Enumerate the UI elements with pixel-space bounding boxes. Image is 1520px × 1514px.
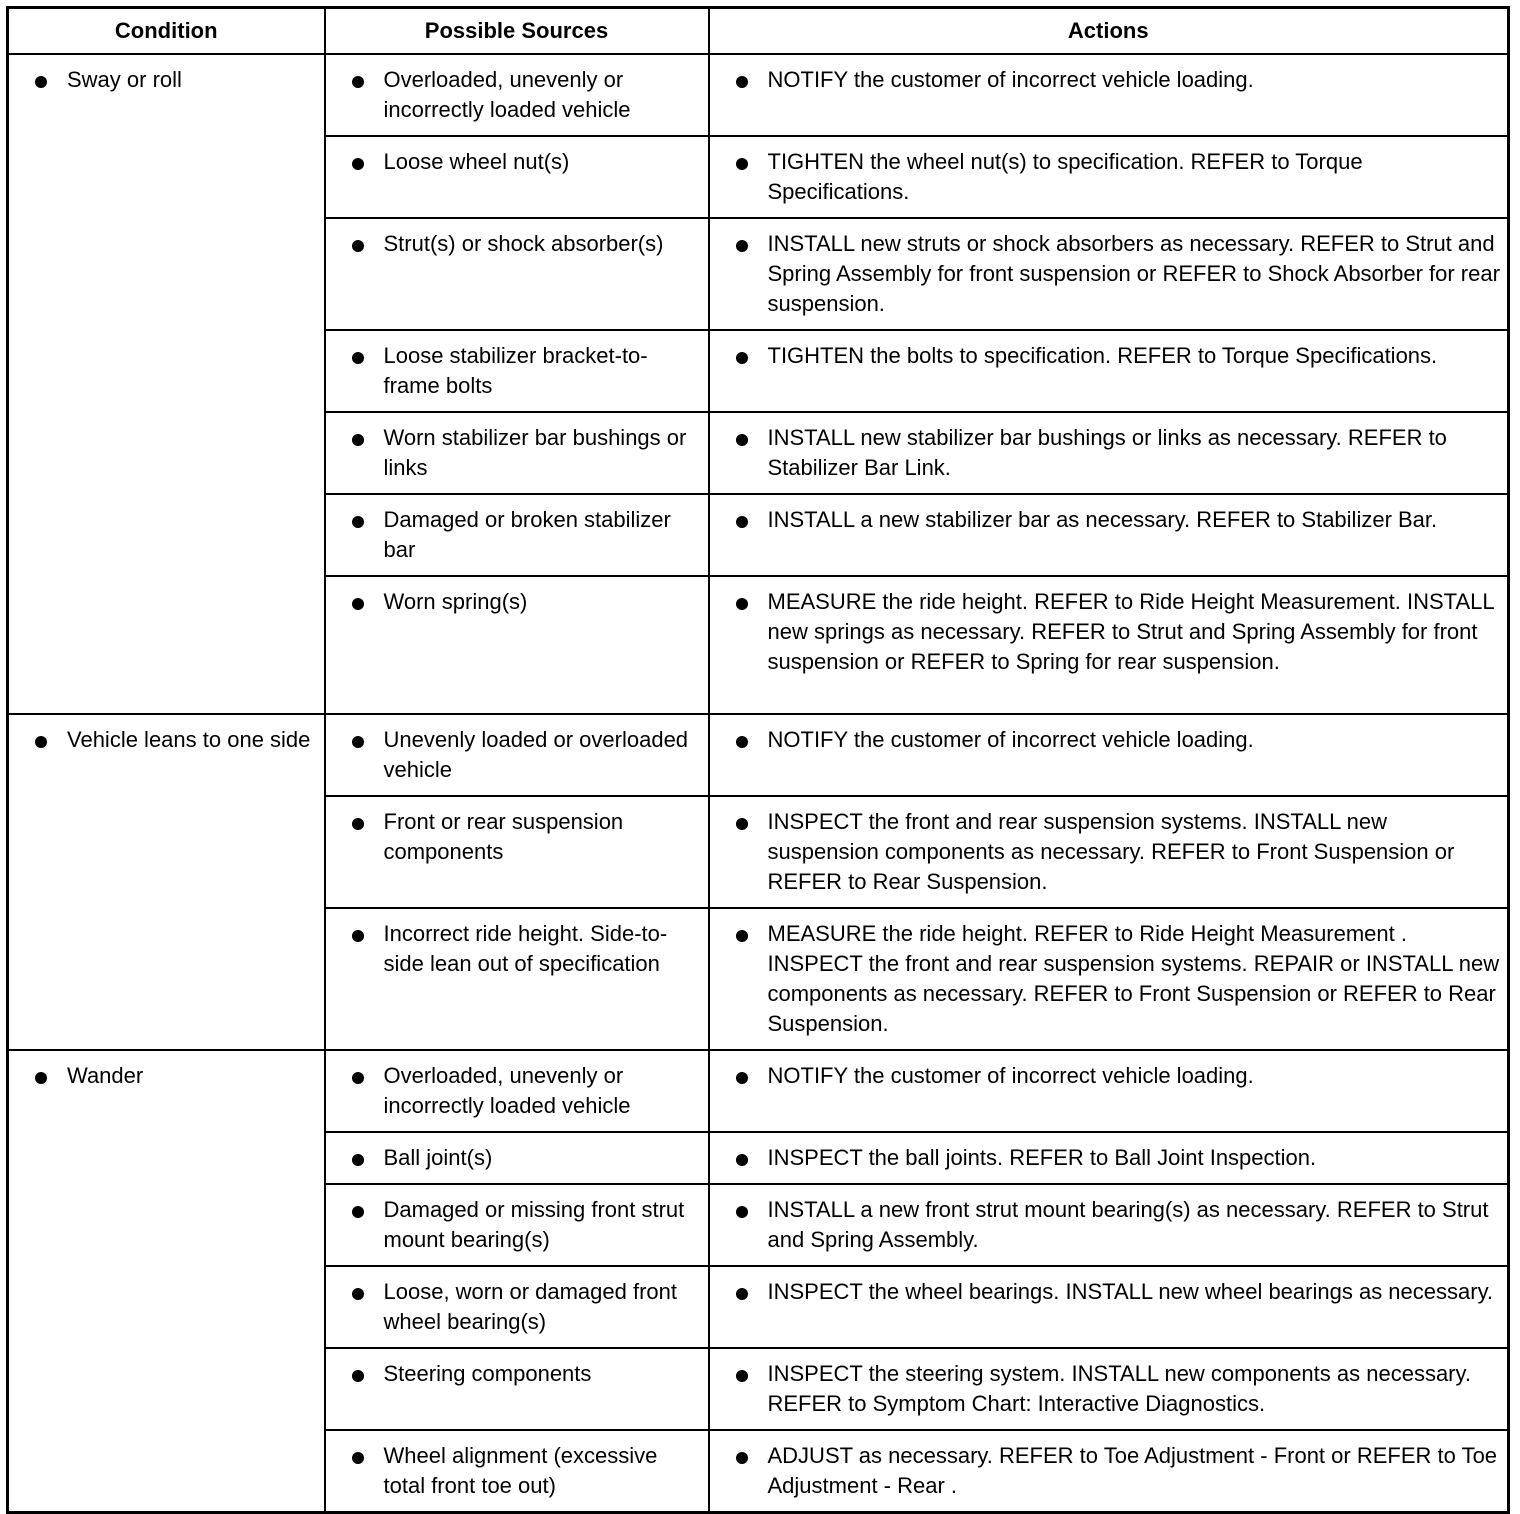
condition-text: Vehicle leans to one side <box>67 727 311 752</box>
condition-cell <box>8 714 325 1050</box>
condition-cell <box>8 54 325 714</box>
action-text: NOTIFY the customer of incorrect vehicle loading. <box>767 1063 1254 1088</box>
source-text: Loose wheel nut(s) <box>383 149 570 174</box>
diagnosis-table <box>6 6 1510 1514</box>
source-cell <box>325 136 709 218</box>
bullet-icon <box>736 352 748 364</box>
action-bullet-item <box>710 1431 1508 1511</box>
source-bullet-item <box>326 797 708 877</box>
bullet-icon <box>352 76 364 88</box>
source-text: Worn spring(s) <box>383 589 528 614</box>
source-cell <box>325 1266 709 1348</box>
bullet-icon <box>352 1206 364 1218</box>
source-cell <box>325 1050 709 1132</box>
source-text: Damaged or broken stabilizer bar <box>383 507 671 562</box>
bullet-icon <box>352 1072 364 1084</box>
bullet-icon <box>736 158 748 170</box>
bullet-icon <box>352 598 364 610</box>
source-text: Loose, worn or damaged front wheel bearing(s) <box>383 1279 678 1334</box>
bullet-icon <box>352 352 364 364</box>
source-text: Ball joint(s) <box>383 1145 493 1170</box>
source-text: Worn stabilizer bar bushings or links <box>383 425 687 480</box>
action-cell <box>709 1266 1509 1348</box>
action-text: INSTALL a new stabilizer bar as necessary. REFER to Stabilizer Bar. <box>767 507 1438 532</box>
bullet-icon <box>352 930 364 942</box>
action-text: INSPECT the wheel bearings. INSTALL new wheel bearings as necessary. <box>767 1279 1494 1304</box>
condition-bullet-item <box>9 55 324 105</box>
source-bullet-item <box>326 219 708 269</box>
bullet-icon <box>736 930 748 942</box>
action-text: INSTALL a new front strut mount bearing(s) as necessary. REFER to Strut and Spring Assembly. <box>767 1197 1489 1252</box>
table-body <box>8 54 1509 1513</box>
bullet-icon <box>736 76 748 88</box>
source-cell <box>325 796 709 908</box>
action-bullet-item <box>710 55 1508 105</box>
action-text: TIGHTEN the bolts to specification. REFER to Torque Specifications. <box>767 343 1438 368</box>
bullet-icon <box>352 434 364 446</box>
action-text: INSPECT the front and rear suspension systems. INSTALL new suspension components as necessary. REFER to Front Suspension or REFER to Rear Suspension. <box>767 809 1455 894</box>
action-bullet-item <box>710 137 1508 217</box>
bullet-icon <box>736 434 748 446</box>
source-bullet-item <box>326 137 708 187</box>
action-cell <box>709 1184 1509 1266</box>
action-cell <box>709 54 1509 136</box>
bullet-icon <box>35 76 47 88</box>
action-bullet-item <box>710 577 1508 687</box>
source-text: Loose stabilizer bracket-to-frame bolts <box>383 343 648 398</box>
header-row <box>8 8 1509 55</box>
source-text: Unevenly loaded or overloaded vehicle <box>383 727 689 782</box>
bullet-icon <box>352 1370 364 1382</box>
source-bullet-item <box>326 715 708 795</box>
action-text: ADJUST as necessary. REFER to Toe Adjustment - Front or REFER to Toe Adjustment - Rear . <box>767 1443 1498 1498</box>
bullet-icon <box>35 1072 47 1084</box>
bullet-icon <box>352 736 364 748</box>
source-bullet-item <box>326 495 708 575</box>
source-text: Strut(s) or shock absorber(s) <box>383 231 664 256</box>
source-bullet-item <box>326 1431 708 1511</box>
bullet-icon <box>736 1288 748 1300</box>
action-cell <box>709 714 1509 796</box>
bullet-icon <box>736 1206 748 1218</box>
action-text: INSPECT the steering system. INSTALL new components as necessary. REFER to Symptom Chart: Interactive Diagnostics. <box>767 1361 1471 1416</box>
source-bullet-item <box>326 1185 708 1265</box>
action-text: INSTALL new stabilizer bar bushings or links as necessary. REFER to Stabilizer Bar Link. <box>767 425 1447 480</box>
source-text: Front or rear suspension components <box>383 809 624 864</box>
source-text: Damaged or missing front strut mount bearing(s) <box>383 1197 685 1252</box>
bullet-icon <box>35 736 47 748</box>
action-bullet-item <box>710 219 1508 329</box>
action-bullet-item <box>710 1349 1508 1429</box>
source-cell <box>325 576 709 714</box>
bullet-icon <box>736 736 748 748</box>
source-cell <box>325 1430 709 1513</box>
bullet-icon <box>736 818 748 830</box>
source-text: Overloaded, unevenly or incorrectly loaded vehicle <box>383 67 631 122</box>
bullet-icon <box>352 516 364 528</box>
bullet-icon <box>352 240 364 252</box>
source-text: Wheel alignment (excessive total front toe out) <box>383 1443 658 1498</box>
action-cell <box>709 576 1509 714</box>
header-condition: Condition <box>8 8 325 55</box>
source-bullet-item <box>326 577 708 627</box>
bullet-icon <box>352 158 364 170</box>
action-cell <box>709 494 1509 576</box>
action-bullet-item <box>710 715 1508 765</box>
action-text: INSTALL new struts or shock absorbers as necessary. REFER to Strut and Spring Assembly for front suspension or REFER to Shock Absorber for rear suspension. <box>767 231 1500 316</box>
source-bullet-item <box>326 55 708 135</box>
action-text: TIGHTEN the wheel nut(s) to specification. REFER to Torque Specifications. <box>767 149 1363 204</box>
bullet-icon <box>736 516 748 528</box>
bullet-icon <box>736 240 748 252</box>
condition-cell <box>8 1050 325 1513</box>
action-bullet-item <box>710 1051 1508 1101</box>
source-cell <box>325 218 709 330</box>
source-cell <box>325 494 709 576</box>
action-cell <box>709 218 1509 330</box>
condition-bullet-item <box>9 715 324 765</box>
table-row <box>8 1050 1509 1132</box>
source-cell <box>325 1132 709 1184</box>
source-cell <box>325 330 709 412</box>
action-cell <box>709 1348 1509 1430</box>
action-bullet-item <box>710 909 1508 1049</box>
table-row <box>8 54 1509 136</box>
action-text: INSPECT the ball joints. REFER to Ball Joint Inspection. <box>767 1145 1317 1170</box>
source-cell <box>325 54 709 136</box>
source-text: Steering components <box>383 1361 592 1386</box>
bullet-icon <box>736 1154 748 1166</box>
source-cell <box>325 412 709 494</box>
bullet-icon <box>736 598 748 610</box>
action-text: MEASURE the ride height. REFER to Ride Height Measurement . INSPECT the front and rear suspension systems. REPAIR or INSTALL new components as necessary. REFER to Front Suspension or REFER to Rear Suspension. <box>767 921 1500 1036</box>
header-possible-sources: Possible Sources <box>325 8 709 55</box>
source-cell <box>325 714 709 796</box>
action-text: MEASURE the ride height. REFER to Ride Height Measurement. INSTALL new springs as necessary. REFER to Strut and Spring Assembly for front suspension or REFER to Spring for rear suspension. <box>767 589 1494 674</box>
table-row <box>8 714 1509 796</box>
action-bullet-item <box>710 797 1508 907</box>
source-bullet-item <box>326 1267 708 1347</box>
action-cell <box>709 1132 1509 1184</box>
action-bullet-item <box>710 413 1508 493</box>
bullet-icon <box>352 818 364 830</box>
condition-text: Wander <box>67 1063 144 1088</box>
action-bullet-item <box>710 495 1508 545</box>
source-cell <box>325 908 709 1050</box>
condition-bullet-item <box>9 1051 324 1101</box>
bullet-icon <box>352 1154 364 1166</box>
source-text: Incorrect ride height. Side-to-side lean out of specification <box>383 921 668 976</box>
source-bullet-item <box>326 413 708 493</box>
action-cell <box>709 330 1509 412</box>
action-cell <box>709 1430 1509 1513</box>
bullet-icon <box>352 1452 364 1464</box>
source-bullet-item <box>326 1133 708 1183</box>
source-bullet-item <box>326 1349 708 1399</box>
source-cell <box>325 1184 709 1266</box>
bullet-icon <box>352 1288 364 1300</box>
action-bullet-item <box>710 1267 1508 1317</box>
action-bullet-item <box>710 1185 1508 1265</box>
source-text: Overloaded, unevenly or incorrectly loaded vehicle <box>383 1063 631 1118</box>
action-cell <box>709 1050 1509 1132</box>
condition-text: Sway or roll <box>67 67 182 92</box>
action-cell <box>709 136 1509 218</box>
action-bullet-item <box>710 331 1508 381</box>
action-bullet-item <box>710 1133 1508 1183</box>
source-cell <box>325 1348 709 1430</box>
action-cell <box>709 412 1509 494</box>
action-text: NOTIFY the customer of incorrect vehicle loading. <box>767 727 1254 752</box>
bullet-icon <box>736 1072 748 1084</box>
action-cell <box>709 796 1509 908</box>
header-actions: Actions <box>709 8 1509 55</box>
bullet-icon <box>736 1370 748 1382</box>
source-bullet-item <box>326 331 708 411</box>
bullet-icon <box>736 1452 748 1464</box>
source-bullet-item <box>326 909 708 989</box>
action-text: NOTIFY the customer of incorrect vehicle loading. <box>767 67 1254 92</box>
action-cell <box>709 908 1509 1050</box>
source-bullet-item <box>326 1051 708 1131</box>
